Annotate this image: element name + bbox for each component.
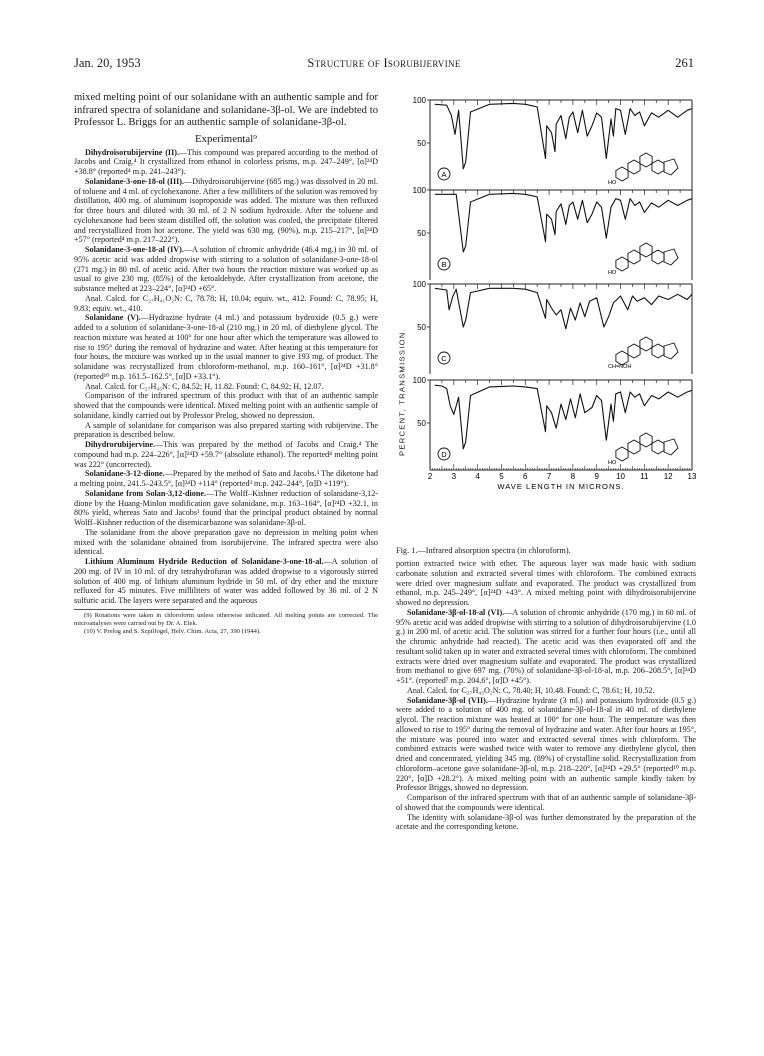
paragraph-text: Comparison of the infrared spectrum of this product with that of an authentic sample showed that the compounds were identical. Mixed melting point with an authentic sample of solanidane, kindly carried out by Professor Prelog, showed no depression. xyxy=(74,391,378,420)
paragraph xyxy=(74,382,378,392)
paragraph-heading: Lithium Aluminum Hydride Reduction of Solanidane-3-one-18-al. xyxy=(85,557,324,567)
left-column xyxy=(74,92,378,1032)
right-column xyxy=(396,546,696,1032)
paragraph xyxy=(74,391,378,420)
x-tick-label: 6 xyxy=(523,472,528,481)
paragraph-heading: Solanidane-3β-ol-18-al (VI). xyxy=(407,607,505,617)
spectrum-line-b xyxy=(435,193,692,252)
paragraph xyxy=(74,245,378,294)
ir-spectra-figure xyxy=(396,92,696,522)
paragraph xyxy=(396,696,696,794)
paragraph-heading: Solanidane-3-one-18-ol (III). xyxy=(85,176,185,186)
x-tick-label: 9 xyxy=(594,472,599,481)
structure-diagram xyxy=(608,243,678,276)
structure-ring xyxy=(664,249,678,265)
paragraph-text: Anal. Calcd. for C₂₇H₄₃O₂N: C, 78.40; H, 10.48. Found: C, 78.61; H, 10.52. xyxy=(407,685,655,695)
paragraph xyxy=(74,294,378,314)
running-title: Structure of Isorubijervine xyxy=(307,56,461,70)
structure-ring xyxy=(640,243,652,257)
lead-paragraph: mixed melting point of our solanidane with an authentic sample and for infrared spectra of solanidane and solanidane-3β-ol. We are indebted to Professor L. Briggs for an authentic sample of solanidane-3β-ol. xyxy=(74,92,378,129)
ir-spectra-chart xyxy=(396,92,696,522)
spectrum-line-c xyxy=(435,288,692,328)
x-tick-label: 8 xyxy=(570,472,576,481)
paragraph xyxy=(396,793,696,813)
structure-ring xyxy=(652,344,664,358)
page-number: 261 xyxy=(675,56,694,70)
x-tick-label: 3 xyxy=(451,472,457,481)
structure-ring xyxy=(640,153,652,167)
structure-ring xyxy=(628,440,640,454)
paragraph xyxy=(74,440,378,469)
paragraph-heading: Solanidane from Solan-3,12-dione. xyxy=(85,488,207,498)
paragraph-text: —Hydrazine hydrate (4 ml.) and potassium hydroxide (0.5 g.) were added to a solution of solanidane-3-one-18-al (210 mg.) in 20 ml. of diethylene glycol. The reaction mixture was heated at 100° for one hour after which the temperature was allowed to rise to 195° during the removal of hydrazine and water. After heating at this temperature for four hours, the mixture was worked up in the usual manner to give 193 mg. of product. The solanidane was recrystallized from chloroform-methanol, m.p. 160–161°, [α]²⁴D +31.8° (reported¹⁰ m.p. 161.5–162.5°, [α]D +33.1°). xyxy=(74,313,378,381)
paragraph-text: Anal. Calcd. for C₂₇H₄₅N: C, 84.52; H, 11.82. Found: C, 84.92; H, 12.07. xyxy=(85,381,324,391)
paragraph xyxy=(74,557,378,606)
paragraph-heading: Solanidane-3-one-18-al (IV). xyxy=(85,245,184,255)
paragraph xyxy=(396,608,696,686)
footnotes xyxy=(74,612,378,636)
structure-ring xyxy=(628,344,640,358)
paragraph xyxy=(396,559,696,608)
structure-ring xyxy=(628,160,640,174)
x-tick-label: 10 xyxy=(616,472,625,481)
paragraph-text: —A solution of chromic anhydride (46.4 mg.) in 30 ml. of 95% acetic acid was added dropwise with stirring to a solution of solanidane-3-one-18-ol (271 mg.) in 80 ml. of acetic acid. After two hours the reaction mixture was worked up as usual to give 230 mg. (85%) of the ketoaldehyde. After crystallization from acetone, the substance melted at 223–224°, [α]²⁴D +65°. xyxy=(74,245,378,294)
y-tick-label: 100 xyxy=(412,376,426,385)
structure-label: HO xyxy=(608,180,617,186)
x-tick-label: 7 xyxy=(546,472,552,481)
footnote: (10) V. Prelog and S. Szpilfogel, Helv. Chim. Acta, 27, 390 (1944). xyxy=(84,627,261,635)
x-axis-label: WAVE LENGTH IN MICRONS. xyxy=(497,482,625,491)
paragraph xyxy=(74,528,378,557)
structure-ring xyxy=(664,439,678,455)
paragraph-text: —Prepared by the method of Sato and Jacobs.³ The diketone had a melting point, 241.5–243.5°, [α]²⁴D +114° (reported³ m.p. 242–244°, [α]D +119°). xyxy=(74,469,378,489)
paragraph-text: portion extracted twice with ether. The aqueous layer was made basic with sodium carbonate solution and extracted several times with chloroform. The combined extracts were dried over magnesium sulfate and evaporated. The product was crystallized from ethanol, m.p. 245–249°, [α]²⁴D +43°. A mixed melting point with dihydroisorubijervine showed no depression. xyxy=(396,559,696,607)
paragraph xyxy=(74,469,378,489)
paragraph-heading: Solanidane-3β-ol (VII). xyxy=(407,695,488,705)
structure-label: HO xyxy=(608,460,617,466)
y-tick-label: 50 xyxy=(417,323,426,332)
paragraph-text: A sample of solanidane for comparison was also prepared starting with rubijervine. The preparation is described below. xyxy=(74,420,378,440)
structure-diagram xyxy=(608,337,678,370)
structure-diagram xyxy=(608,153,678,186)
structure-label: HO xyxy=(608,270,617,276)
structure-ring xyxy=(616,257,628,271)
y-tick-label: 100 xyxy=(412,280,426,289)
paragraph xyxy=(74,148,378,177)
structure-ring xyxy=(616,447,628,461)
paragraph-text: —The Wolff–Kishner reduction of solanidane-3,12-dione by the Huang-Minlon modification gave solanidane, m.p. 163–164°, [α]²⁴D +32.1, in 80% yield, whereas Sato and Jacobs³ found that the principal product obtained by normal Wolff–Kishner reduction of the disemicarbazone was solanidane-3β-ol. xyxy=(74,488,378,528)
panel-letter: B xyxy=(441,260,447,269)
experimental-paragraphs xyxy=(74,148,378,606)
x-tick-label: 11 xyxy=(640,472,649,481)
paragraph-heading: Dihydrorubijervine. xyxy=(85,440,156,450)
paragraph-text: Comparison of the infrared spectrum with that of an authentic sample of solanidane-3β-ol showed that the compounds were identical. xyxy=(396,793,696,812)
paragraph-text: —This compound was prepared according to the method of Jacobs and Craig.⁴ It crystallized from ethanol in colorless prisms, m.p. 247–249°, [α]²⁴D +38.8° (reported⁴ m.p. 241–243°). xyxy=(74,147,378,177)
paragraph xyxy=(74,313,378,381)
structure-ring xyxy=(616,351,628,365)
paragraph xyxy=(396,813,696,833)
panel-letter: D xyxy=(441,450,447,459)
structure-ring xyxy=(628,250,640,264)
paragraph-heading: Solanidane (V). xyxy=(85,313,141,323)
panel-letter: A xyxy=(441,170,447,179)
paragraph xyxy=(396,686,696,696)
spectrum-line-a xyxy=(435,103,692,168)
caption-text: —Infrared absorption spectra (in chloroform). xyxy=(417,546,571,555)
paragraph xyxy=(74,177,378,245)
structure-ring xyxy=(652,440,664,454)
paragraph-heading: Solanidane-3-12-dione. xyxy=(85,469,165,479)
caption-label: Fig. 1. xyxy=(396,546,418,555)
running-header xyxy=(74,56,694,72)
continued-paragraphs xyxy=(396,559,696,832)
structure-ring xyxy=(652,250,664,264)
y-axis-label: PERCENT, TRANSMISSION. xyxy=(397,327,407,457)
y-axis-label-wrap xyxy=(394,272,410,512)
structure-ring xyxy=(664,343,678,359)
paragraph-text: —A solution of 200 mg. of IV in 10 ml. of dry tetrahydrofuran was added dropwise to a vigorously stirred solution of 400 mg. of lithium aluminum hydride in 50 ml. of dry ether and the mixture refluxed for 45 minutes. Five milliliters of water was added followed by 36 ml. of 2 N sulfuric acid. The layers were separated and the aqueous xyxy=(74,557,378,606)
paragraph-text: —Dihydroisorubijervine (685 mg.) was dissolved in 20 ml. of toluene and 4 ml. of cyclohexanone. After a few milliliters of the solution was removed by distillation, 400 mg. of aluminum isopropoxide was added. The mixture was then refluxed for three hours and diluted with 30 ml. of 2 N sodium hydroxide. After the toluene and cyclohexanone had been steam distilled off, the solution was cooled, the precipitate filtered and recrystallized from hot acetone. The yield was 630 mg. (90%), m.p. 215–217°, [α]²⁴D +57° (reported⁴ m.p. 217–222°). xyxy=(74,176,378,245)
x-tick-label: 13 xyxy=(687,472,696,481)
paragraph-text: —Hydrazine hydrate (3 ml.) and potassium hydroxide (0.5 g.) were added to a solution of 400 mg. of solanidane-3β-ol-18-al in 40 ml. of diethylene glycol. The reaction mixture was heated at 100° for one hour. The temperature was then allowed to rise to 195° during the removal of hydrazine and water. After four hours at 195°, the mixture was poured into water and extracted several times with chloroform. The combined extracts were washed twice with water to remove any diethylene glycol, then dried and concentrated, yielding 345 mg. (89%) of crystalline solid. Recrystallization from chloroform–acetone gave solanidane-3β-ol, m.p. 218–220°, [α]²⁴D +29.5° (reported¹⁰ m.p. 220°, [α]D +28.2°). A mixed melting point with an authentic sample kindly taken by Professor Briggs, showed no depression. xyxy=(396,695,696,793)
paragraph xyxy=(74,489,378,528)
paragraph-text: —A solution of chromic anhydride (170 mg.) in 60 ml. of 95% acetic acid was added dropwise with stirring to a solution of dihydroisorubijervine (1.0 g.) in 200 ml. of acetic acid. The solution was stirred for a further four hours (i.e., until all the chromic anhydride had reacted). The acetic acid was then evaporated off and the resultant solid taken up in water and extracted several times with chloroform. The combined extracts were dried over magnesium sulfate and evaporated. The product was crystallized from methanol to give 697 mg. (70%) of solanidane-3β-ol-18-al, m.p. 206–208.5°, [α]²⁴D +51°. (reported⁷ m.p. 204.6°, [α]D +45°). xyxy=(396,607,696,685)
structure-ring xyxy=(664,159,678,175)
panel-letter: C xyxy=(441,354,447,363)
structure-diagram xyxy=(608,433,678,466)
paragraph-text: Anal. Calcd. for C₂₇H₄₁O₂N: C, 78.78; H, 10.04; equiv. wt., 412. Found: C, 78.95; H, 9.83; equiv. wt., 410. xyxy=(74,293,378,313)
y-tick-label: 100 xyxy=(412,186,426,195)
paragraph xyxy=(74,421,378,441)
paragraph-text: The identity with solanidane-3β-ol was further demonstrated by the preparation of the acetate and the corresponding ketone. xyxy=(396,812,696,832)
paragraph-heading: Dihydroisorubijervine (II). xyxy=(85,147,179,157)
x-tick-label: 12 xyxy=(663,472,673,481)
section-title: Experimental⁹ xyxy=(195,132,257,145)
figure-caption xyxy=(396,546,696,556)
structure-ring xyxy=(640,433,652,447)
y-tick-label: 50 xyxy=(417,139,426,148)
structure-label: CH=NOH xyxy=(608,364,632,370)
paragraph-text: The solanidane from the above preparation gave no depression in melting point when mixed with the solanidane obtained from isorubijervine. The infrared spectra were also identical. xyxy=(74,527,378,557)
spectrum-line-d xyxy=(435,385,692,449)
x-tick-label: 4 xyxy=(475,472,480,481)
x-tick-label: 5 xyxy=(499,472,504,481)
y-tick-label: 100 xyxy=(412,96,426,105)
footnote-rule xyxy=(74,609,194,610)
structure-ring xyxy=(616,167,628,181)
structure-ring xyxy=(652,160,664,174)
paragraph-text: —This was prepared by the method of Jacobs and Craig.⁴ The compound had m.p. 224–226°, [α]²⁴D +59.7° (absolute ethanol). The reported⁴ melting point was 222° (uncorrected). xyxy=(74,440,378,469)
footnote: (9) Rotations were taken in chloroform unless otherwise indicated. All melting points are corrected. The microanalyses were carried out by Dr. A. Elek. xyxy=(74,611,378,627)
y-tick-label: 50 xyxy=(417,419,426,428)
y-tick-label: 50 xyxy=(417,229,426,238)
issue-date: Jan. 20, 1953 xyxy=(74,56,141,70)
x-tick-label: 2 xyxy=(427,472,433,481)
structure-ring xyxy=(640,337,652,351)
